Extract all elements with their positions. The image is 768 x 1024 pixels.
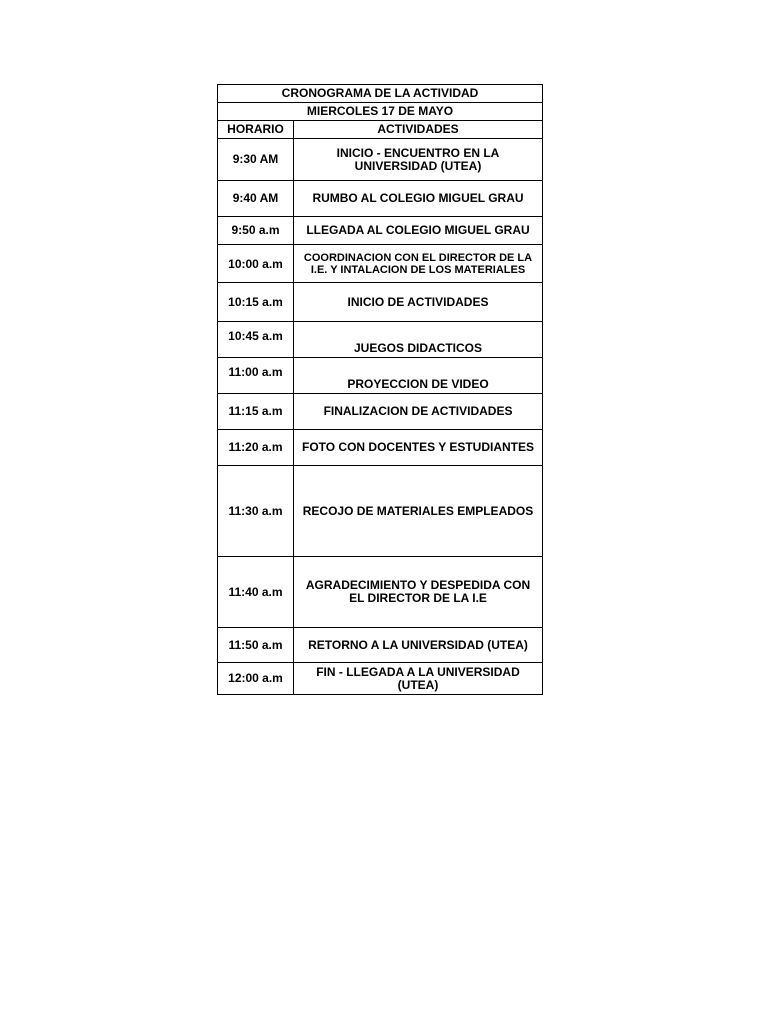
date-row <box>218 103 543 121</box>
row-time: 11:50 a.m <box>218 628 294 663</box>
table-row <box>218 663 543 695</box>
title-row <box>218 85 543 103</box>
row-time: 11:00 a.m <box>218 358 294 394</box>
table-row <box>218 557 543 628</box>
header-row <box>218 121 543 139</box>
row-activity: JUEGOS DIDACTICOS <box>294 322 543 358</box>
row-time: 9:50 a.m <box>218 217 294 245</box>
table-row <box>218 283 543 322</box>
table-row <box>218 139 543 181</box>
table-row <box>218 245 543 283</box>
row-activity: FIN - LLEGADA A LA UNIVERSIDAD (UTEA) <box>294 663 543 695</box>
table-row <box>218 181 543 217</box>
row-time: 12:00 a.m <box>218 663 294 695</box>
row-activity: RUMBO AL COLEGIO MIGUEL GRAU <box>294 181 543 217</box>
table-row <box>218 466 543 557</box>
row-activity: FINALIZACION DE ACTIVIDADES <box>294 394 543 430</box>
row-activity: INICIO DE ACTIVIDADES <box>294 283 543 322</box>
table-row <box>218 394 543 430</box>
row-time: 11:30 a.m <box>218 466 294 557</box>
row-time: 11:40 a.m <box>218 557 294 628</box>
header-activity: ACTIVIDADES <box>294 121 543 139</box>
row-activity: FOTO CON DOCENTES Y ESTUDIANTES <box>294 430 543 466</box>
row-activity: LLEGADA AL COLEGIO MIGUEL GRAU <box>294 217 543 245</box>
row-activity: RETORNO A LA UNIVERSIDAD (UTEA) <box>294 628 543 663</box>
header-time: HORARIO <box>218 121 294 139</box>
row-activity: INICIO - ENCUENTRO EN LA UNIVERSIDAD (UTEA) <box>294 139 543 181</box>
schedule-date: MIERCOLES 17 DE MAYO <box>218 103 543 121</box>
row-time: 10:45 a.m <box>218 322 294 358</box>
table-row <box>218 628 543 663</box>
schedule-table <box>217 84 543 695</box>
table-row <box>218 322 543 358</box>
row-time: 9:30 AM <box>218 139 294 181</box>
schedule-title: CRONOGRAMA DE LA ACTIVIDAD <box>218 85 543 103</box>
row-time: 9:40 AM <box>218 181 294 217</box>
table-row <box>218 358 543 394</box>
table-row <box>218 217 543 245</box>
row-activity: PROYECCION DE VIDEO <box>294 358 543 394</box>
row-activity: AGRADECIMIENTO Y DESPEDIDA CON EL DIRECTOR DE LA I.E <box>294 557 543 628</box>
row-time: 11:15 a.m <box>218 394 294 430</box>
row-time: 10:15 a.m <box>218 283 294 322</box>
table-row <box>218 430 543 466</box>
row-time: 10:00 a.m <box>218 245 294 283</box>
row-time: 11:20 a.m <box>218 430 294 466</box>
row-activity: RECOJO DE MATERIALES EMPLEADOS <box>294 466 543 557</box>
row-activity: COORDINACION CON EL DIRECTOR DE LA I.E. Y INTALACION DE LOS MATERIALES <box>294 245 543 283</box>
